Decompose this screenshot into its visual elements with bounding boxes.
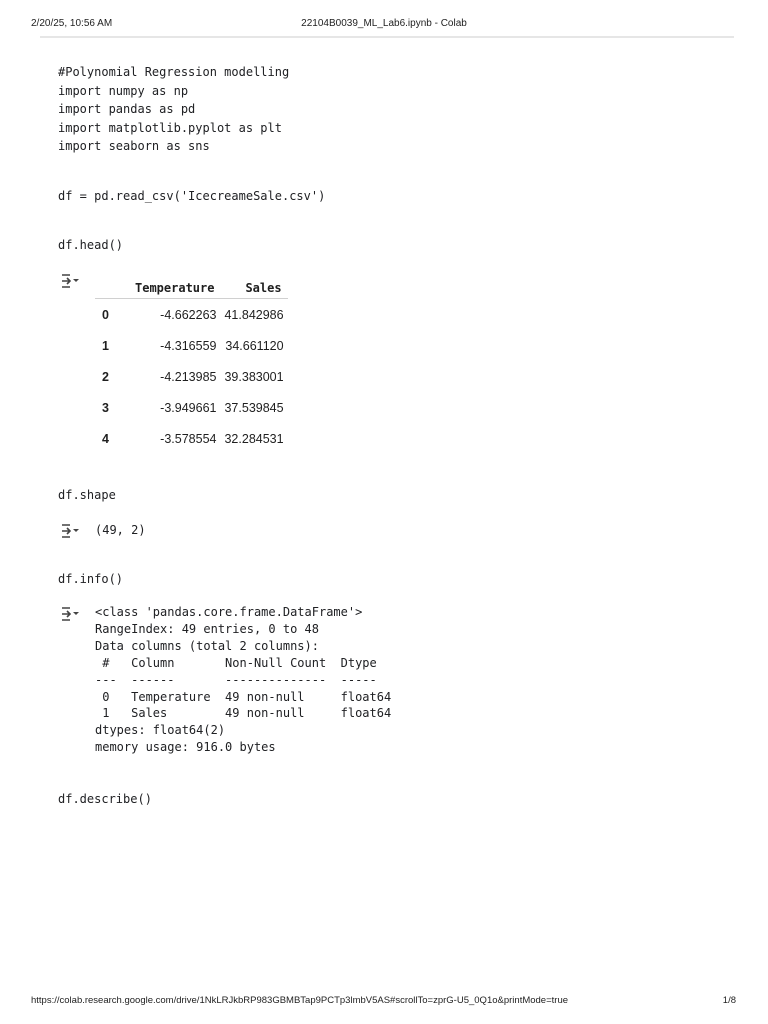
cell-sales: 37.539845 <box>224 400 284 415</box>
row-index: 2 <box>102 369 109 384</box>
code-cell-imports[interactable]: #Polynomial Regression modelling import numpy as np import pandas as pd import matplotlib.pyplot as plt import seaborn as sns <box>58 65 290 153</box>
column-header-temperature: Temperature <box>135 281 215 295</box>
output-toggle-icon[interactable] <box>60 606 82 622</box>
code-cell-describe[interactable]: df.describe() <box>58 792 152 806</box>
output-toggle-icon[interactable] <box>60 273 82 289</box>
row-index: 4 <box>102 431 109 446</box>
row-index: 3 <box>102 400 109 415</box>
table-row <box>95 392 288 423</box>
shape-output: (49, 2) <box>95 523 146 537</box>
header-divider <box>40 36 734 38</box>
page-number: 1/8 <box>722 995 736 1006</box>
table-row <box>95 423 288 454</box>
cell-temperature: -3.949661 <box>160 400 217 415</box>
cell-sales: 32.284531 <box>224 431 284 446</box>
notebook-title: 22104B0039_ML_Lab6.ipynb - Colab <box>301 18 467 29</box>
index-header <box>95 278 129 299</box>
output-toggle-icon[interactable] <box>60 523 82 539</box>
cell-temperature: -4.316559 <box>160 338 217 353</box>
cell-sales: 34.661120 <box>225 338 284 353</box>
cell-sales: 39.383001 <box>224 369 284 384</box>
row-index: 1 <box>102 338 109 353</box>
cell-temperature: -4.662263 <box>160 307 217 322</box>
code-cell-head[interactable]: df.head() <box>58 238 124 252</box>
cell-temperature: -4.213985 <box>160 369 217 384</box>
head-dataframe-table <box>95 278 288 454</box>
cell-sales: 41.842986 <box>224 307 284 322</box>
row-index: 0 <box>102 307 109 322</box>
page-url[interactable]: https://colab.research.google.com/drive/1NkLRJkbRP983GBMBTap9PCTp3lmbV5AS#scrollTo=zprG-U5_0Q1o&printMode=true <box>31 995 569 1006</box>
code-cell-info[interactable]: df.info() <box>58 572 124 586</box>
cell-temperature: -3.578554 <box>160 431 217 446</box>
table-row <box>95 361 288 392</box>
table-row <box>95 330 288 361</box>
print-datetime: 2/20/25, 10:56 AM <box>31 18 113 29</box>
table-header-row <box>95 278 288 299</box>
table-row <box>95 299 288 331</box>
column-header-sales: Sales <box>245 281 282 295</box>
code-cell-shape[interactable]: df.shape <box>58 488 116 502</box>
code-cell-read-csv[interactable]: df = pd.read_csv('IcecreameSale.csv') <box>58 189 326 203</box>
print-header <box>0 0 768 36</box>
info-output: <class 'pandas.core.frame.DataFrame'> RangeIndex: 49 entries, 0 to 48 Data columns (total 2 columns): # Column Non-Null Count Dtype --- ------ -------------- ----- 0 Temperature 49 non-null float64 1 Sales 49 non-null float64 dtypes: float64(2) memory usage: 916.0 bytes <box>95 605 392 755</box>
